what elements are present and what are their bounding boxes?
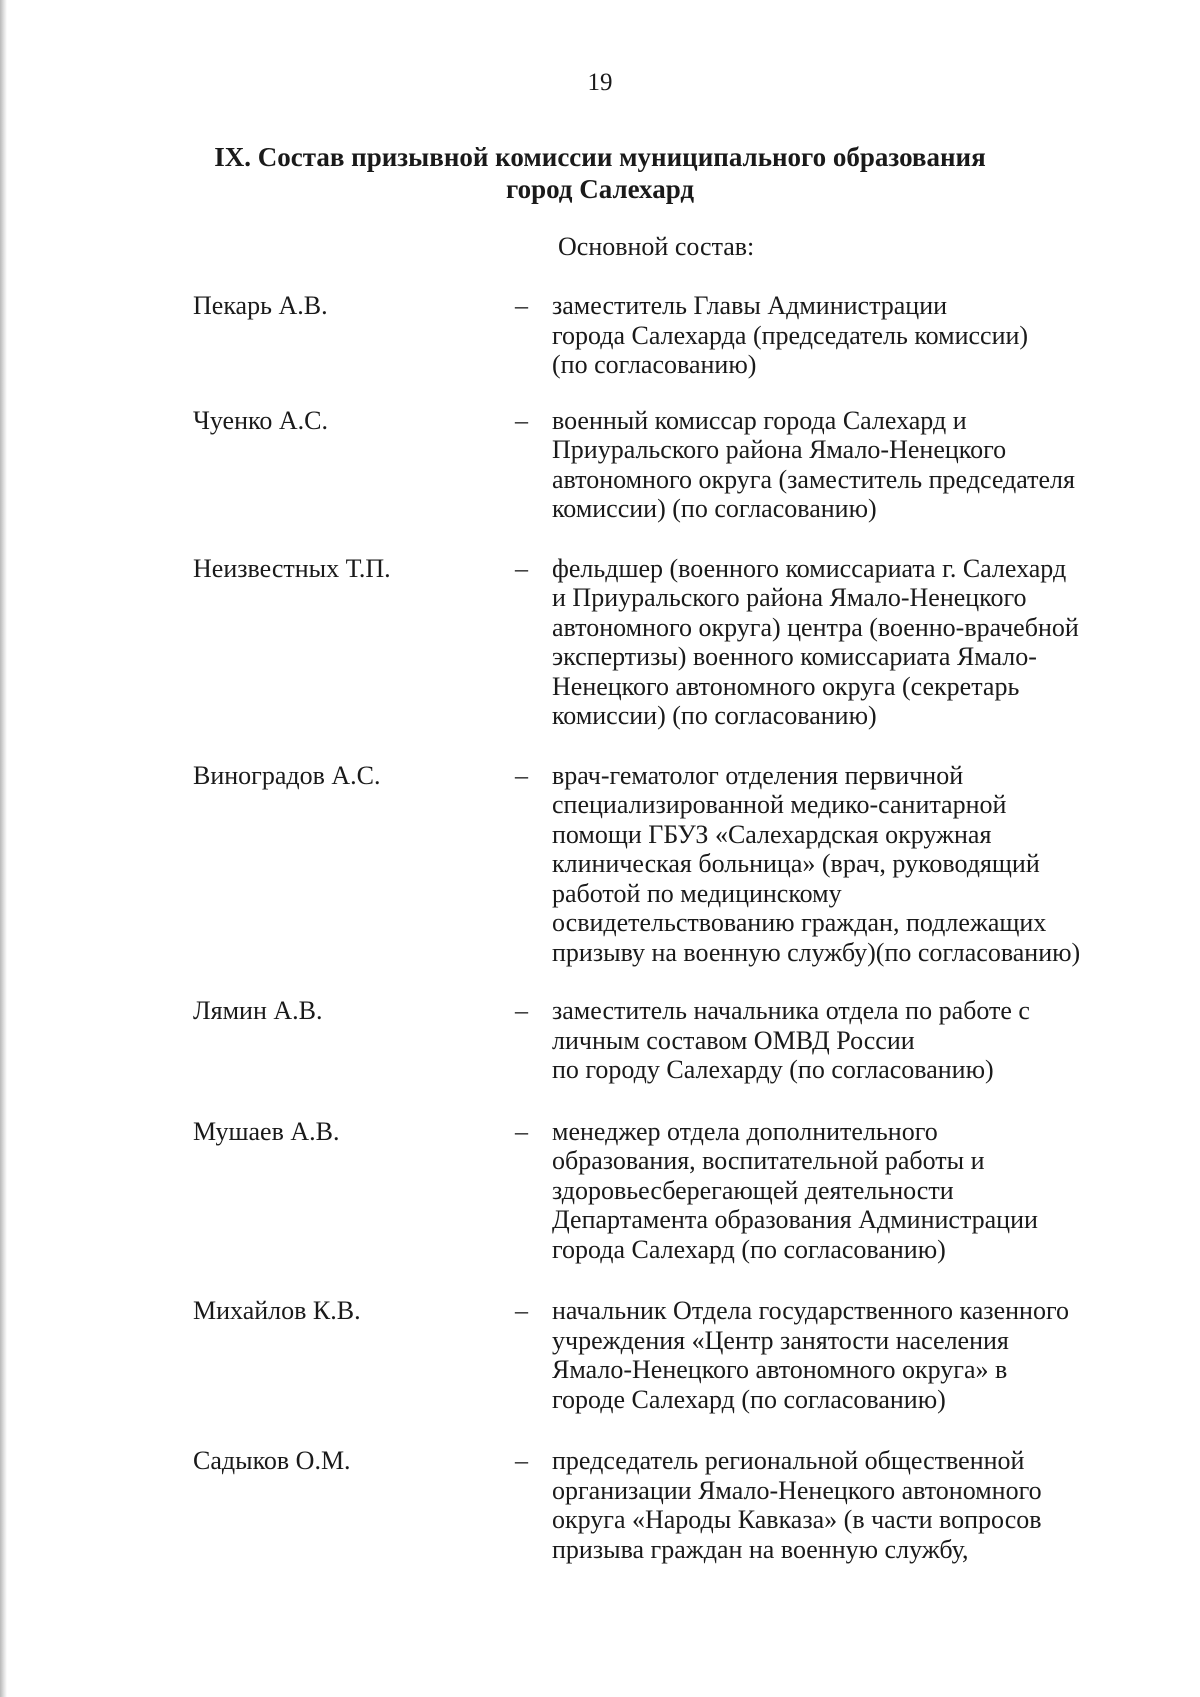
- section-title: [0, 141, 1200, 205]
- description-line: (по согласованию): [552, 350, 757, 379]
- description-line: организации Ямало-Ненецкого автономного: [552, 1475, 1042, 1505]
- description-line: Ненецкого автономного округа (секретарь: [552, 671, 1020, 701]
- description-line: и Приуральского района Ямало-Ненецкого: [552, 583, 1027, 612]
- member-dash: –: [515, 1296, 528, 1325]
- subsection-heading: Основной состав:: [558, 232, 755, 261]
- description-line: фельдшер (военного комиссариата г. Салехард: [552, 553, 1067, 583]
- member-entry: [0, 1117, 1200, 1265]
- description-line: города Салехарда (председатель комиссии): [552, 320, 1029, 350]
- description-line: призыва граждан на военную службу,: [552, 1534, 969, 1564]
- member-entry: [0, 291, 1200, 380]
- member-dash: –: [515, 291, 528, 320]
- description-line: менеджер отдела дополнительного: [552, 1116, 938, 1146]
- member-description: [552, 761, 1152, 968]
- description-line: учреждения «Центр занятости населения: [552, 1325, 1009, 1355]
- member-dash: –: [515, 553, 528, 583]
- description-line: освидетельствованию граждан, подлежащих: [552, 908, 1047, 937]
- description-line: городе Салехард (по согласованию): [552, 1384, 946, 1414]
- member-dash: –: [515, 405, 528, 435]
- member-dash: –: [515, 760, 528, 790]
- description-line: специализированной медико-санитарной: [552, 790, 1007, 819]
- member-name: Неизвестных Т.П.: [193, 553, 391, 583]
- member-dash: –: [515, 996, 528, 1025]
- member-description: [552, 1296, 1152, 1414]
- members-list: [0, 291, 1200, 1564]
- section-title-line: город Салехард: [505, 174, 695, 204]
- description-line: комиссии) (по согласованию): [552, 701, 877, 730]
- member-entry: [0, 406, 1200, 524]
- member-name: Чуенко А.С.: [193, 405, 328, 435]
- member-description: [552, 406, 1152, 524]
- member-description: [552, 1446, 1152, 1564]
- description-line: клиническая больница» (врач, руководящий: [552, 849, 1040, 878]
- member-entry: [0, 1296, 1200, 1414]
- member-name: Мушаев А.В.: [193, 1116, 340, 1146]
- member-dash: –: [515, 1446, 528, 1475]
- description-line: заместитель начальника отдела по работе с: [552, 996, 1030, 1025]
- description-line: военный комиссар города Салехард и: [552, 405, 967, 435]
- description-line: призыву на военную службу)(по согласованию): [552, 937, 1081, 967]
- member-description: [552, 1117, 1152, 1265]
- member-description: [552, 291, 1152, 380]
- description-line: комиссии) (по согласованию): [552, 494, 877, 523]
- description-line: начальник Отдела государственного казенного: [552, 1296, 1069, 1325]
- member-entry: [0, 1446, 1200, 1564]
- description-line: работой по медицинскому: [552, 878, 842, 908]
- description-line: врач-гематолог отделения первичной: [552, 760, 964, 790]
- description-line: заместитель Главы Администрации: [552, 291, 948, 320]
- member-entry: [0, 761, 1200, 968]
- member-description: [552, 554, 1152, 731]
- description-line: автономного округа) центра (военно-врачебной: [552, 612, 1079, 642]
- description-line: Департамента образования Администрации: [552, 1205, 1038, 1234]
- description-line: Ямало-Ненецкого автономного округа» в: [552, 1355, 1008, 1384]
- member-entry: [0, 554, 1200, 731]
- description-line: по городу Салехарду (по согласованию): [552, 1055, 994, 1084]
- description-line: экспертизы) военного комиссариата Ямало-: [552, 642, 1037, 671]
- description-line: здоровьесберегающей деятельности: [552, 1175, 954, 1205]
- section-title-line: IX. Состав призывной комиссии муниципального образования: [214, 142, 986, 172]
- page-number: 19: [587, 69, 613, 96]
- member-name: Михайлов К.В.: [193, 1296, 361, 1325]
- member-entry: [0, 996, 1200, 1085]
- member-name: Виноградов А.С.: [193, 760, 381, 790]
- member-name: Лямин А.В.: [193, 996, 323, 1025]
- description-line: города Салехард (по согласованию): [552, 1234, 946, 1264]
- member-name: Садыков О.М.: [193, 1446, 351, 1475]
- description-line: образования, воспитательной работы и: [552, 1146, 985, 1175]
- member-dash: –: [515, 1116, 528, 1146]
- description-line: помощи ГБУЗ «Салехардская окружная: [552, 819, 992, 849]
- member-description: [552, 996, 1152, 1085]
- description-line: личным составом ОМВД России: [552, 1025, 915, 1055]
- member-name: Пекарь А.В.: [193, 291, 328, 320]
- description-line: автономного округа (заместитель председателя: [552, 464, 1075, 494]
- description-line: округа «Народы Кавказа» (в части вопросов: [552, 1505, 1042, 1534]
- description-line: председатель региональной общественной: [552, 1446, 1025, 1475]
- description-line: Приуральского района Ямало-Ненецкого: [552, 435, 1007, 464]
